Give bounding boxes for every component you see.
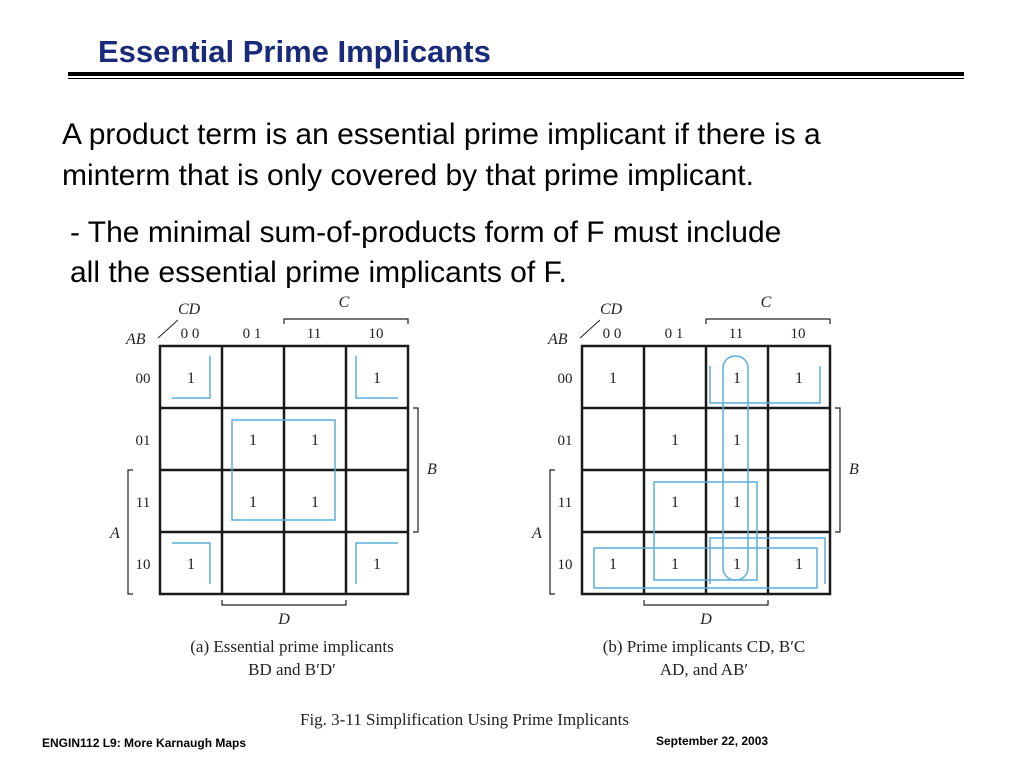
kmap-b-cd-label: CD [600,301,623,318]
kmap-a-bracket-a [128,470,133,594]
slide-title: Essential Prime Implicants [98,34,491,69]
kmap-b-row-header-0: 00 [557,371,573,387]
figure-caption: Fig. 3-11 Simplification Using Prime Implicants [300,710,629,729]
paragraph-line-1: A product term is an essential prime implicant if there is a [62,118,821,151]
kmap-a-caption-line-1: (a) Essential prime implicants [190,637,394,656]
kmap-a-var-c: C [338,294,350,311]
kmap-b-row-header-3: 10 [557,557,573,573]
kmap-a [109,294,437,679]
footer-course: ENGIN112 L9: More Karnaugh Maps [42,736,247,750]
kmap-a-col-header-1: 0 1 [242,326,262,342]
paragraph-line-2: minterm that is only covered by that prime implicant. [62,159,754,192]
kmap-b-var-d: D [700,611,712,628]
kmap-cell-value: 1 [187,370,195,387]
kmap-b-caption-line-1: (b) Prime implicants CD, B′C [602,637,806,656]
kmap-b-var-c: C [760,294,772,311]
kmap-cell-value: 1 [733,432,741,449]
kmap-b [531,294,859,679]
kmap-b-ab-label: AB [548,331,568,348]
kmap-a-ab-label: AB [126,331,146,348]
kmap-b-bracket-b [835,408,840,532]
kmap-b-col-header-1: 0 1 [664,326,684,342]
kmap-cell-value: 1 [249,494,257,511]
kmap-a-diagonal [158,320,178,338]
kmap-b-row-header-1: 01 [557,433,573,449]
kmap-cell-value: 1 [795,556,803,573]
kmap-b-loop-bpc [710,366,820,403]
kmap-a-row-header-3: 10 [135,557,151,573]
kmap-cell-value: 1 [373,370,381,387]
kmap-b-row-header-2: 11 [557,495,573,511]
kmap-a-row-header-0: 00 [135,371,151,387]
kmap-b-bracket-d [644,600,768,605]
kmap-a-bracket-b [413,408,418,532]
kmap-a-bracket-d [222,600,346,605]
kmap-b-loop-cd [723,356,748,580]
kmap-b-col-header-0: 0 0 [602,326,622,342]
kmap-cell-value: 1 [249,432,257,449]
kmap-a-col-header-0: 0 0 [180,326,200,342]
kmap-cell-value: 1 [671,556,679,573]
kmap-cell-value: 1 [187,556,195,573]
kmap-b-bracket-c [706,319,830,324]
kmap-a-row-header-2: 11 [135,495,151,511]
bullet-line-2: all the essential prime implicants of F. [70,256,567,289]
kmap-b-col-header-3: 10 [790,326,806,342]
kmap-cell-value: 1 [733,370,741,387]
kmap-cell-value: 1 [733,556,741,573]
kmap-b-caption-line-2: AD, and AB′ [659,660,749,679]
kmap-a-caption-line-2: BD and B′D′ [248,660,336,679]
kmap-cell-value: 1 [311,494,319,511]
kmap-a-bracket-c [284,319,408,324]
kmap-b-var-b: B [849,461,859,478]
kmap-a-row-header-1: 01 [135,433,151,449]
kmap-cell-value: 1 [373,556,381,573]
kmap-cell-value: 1 [311,432,319,449]
kmap-cell-value: 1 [609,556,617,573]
kmap-a-cd-label: CD [178,301,201,318]
kmap-cell-value: 1 [795,370,803,387]
kmap-b-bracket-a [550,470,555,594]
kmap-cell-value: 1 [671,432,679,449]
kmap-cell-value: 1 [609,370,617,387]
kmap-a-col-header-3: 10 [368,326,384,342]
footer-date: September 22, 2003 [656,734,769,748]
kmap-a-var-a: A [110,525,120,542]
kmap-a-var-b: B [427,461,437,478]
kmap-b-col-header-2: 11 [728,326,744,342]
kmap-a-col-header-2: 11 [306,326,322,342]
kmap-a-var-d: D [278,611,290,628]
kmap-cell-value: 1 [733,494,741,511]
kmap-b-diagonal [580,320,600,338]
bullet-line-1: - The minimal sum-of-products form of F must include [70,216,782,249]
kmap-b-var-a: A [532,525,542,542]
kmap-cell-value: 1 [671,494,679,511]
